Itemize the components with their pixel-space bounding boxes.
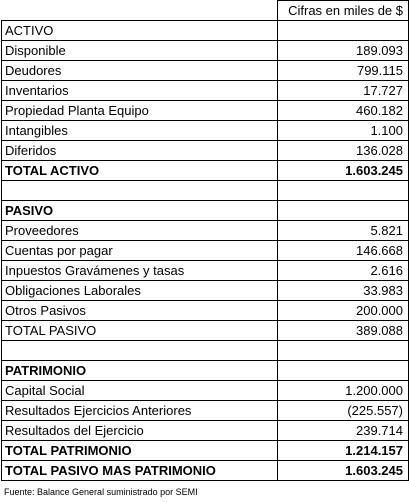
row-label: Intangibles	[2, 121, 278, 141]
blank-row	[2, 181, 409, 201]
total-activo-label: TOTAL ACTIVO	[2, 161, 278, 181]
row-label: Resultados del Ejercicio	[2, 421, 278, 441]
row-value: 189.093	[278, 41, 409, 61]
row-label: Otros Pasivos	[2, 301, 278, 321]
table-row	[2, 141, 409, 161]
section-row	[2, 201, 409, 221]
grand-total-value: 1.603.245	[278, 461, 409, 481]
row-label: Cuentas por pagar	[2, 241, 278, 261]
section-title-pasivo: PASIVO	[2, 201, 278, 221]
section-title-activo: ACTIVO	[2, 21, 278, 41]
grand-total-row	[2, 461, 409, 481]
row-value: 460.182	[278, 101, 409, 121]
row-label: Deudores	[2, 61, 278, 81]
row-label: Resultados Ejercicios Anteriores	[2, 401, 278, 421]
row-label: Proveedores	[2, 221, 278, 241]
row-value: 1.200.000	[278, 381, 409, 401]
row-value: 146.668	[278, 241, 409, 261]
total-row	[2, 321, 409, 341]
row-label: Diferidos	[2, 141, 278, 161]
row-label: Inventarios	[2, 81, 278, 101]
table-row	[2, 61, 409, 81]
table-row	[2, 41, 409, 61]
row-value: 5.821	[278, 221, 409, 241]
grand-total-label: TOTAL PASIVO MAS PATRIMONIO	[2, 461, 278, 481]
header-empty-cell	[2, 1, 278, 21]
table-row	[2, 101, 409, 121]
total-patrimonio-label: TOTAL PATRIMONIO	[2, 441, 278, 461]
section-title-patrimonio: PATRIMONIO	[2, 361, 278, 381]
row-value: 136.028	[278, 141, 409, 161]
row-label: Propiedad Planta Equipo	[2, 101, 278, 121]
total-pasivo-label: TOTAL PASIVO	[2, 321, 278, 341]
row-value: 33.983	[278, 281, 409, 301]
row-value: 2.616	[278, 261, 409, 281]
row-value: (225.557)	[278, 401, 409, 421]
row-label: Disponible	[2, 41, 278, 61]
table-row	[2, 221, 409, 241]
total-activo-value: 1.603.245	[278, 161, 409, 181]
total-row	[2, 441, 409, 461]
row-value: 17.727	[278, 81, 409, 101]
row-value: 1.100	[278, 121, 409, 141]
total-row	[2, 161, 409, 181]
row-label: Capital Social	[2, 381, 278, 401]
table-row	[2, 281, 409, 301]
table-row	[2, 421, 409, 441]
table-row	[2, 81, 409, 101]
balance-table	[1, 0, 409, 481]
table-row	[2, 241, 409, 261]
total-pasivo-value: 389.088	[278, 321, 409, 341]
table-row	[2, 401, 409, 421]
column-header: Cifras en miles de $	[278, 1, 409, 21]
header-row	[2, 1, 409, 21]
table-row	[2, 301, 409, 321]
table-row	[2, 381, 409, 401]
table-row	[2, 121, 409, 141]
section-row	[2, 361, 409, 381]
section-row	[2, 21, 409, 41]
row-value: 799.115	[278, 61, 409, 81]
table-row	[2, 261, 409, 281]
row-value: 239.714	[278, 421, 409, 441]
blank-row	[2, 341, 409, 361]
row-value: 200.000	[278, 301, 409, 321]
total-patrimonio-value: 1.214.157	[278, 441, 409, 461]
row-label: Obligaciones Laborales	[2, 281, 278, 301]
source-footnote: Fuente: Balance General suministrado por SEMI	[4, 487, 198, 497]
row-label: Inpuestos Gravámenes y tasas	[2, 261, 278, 281]
